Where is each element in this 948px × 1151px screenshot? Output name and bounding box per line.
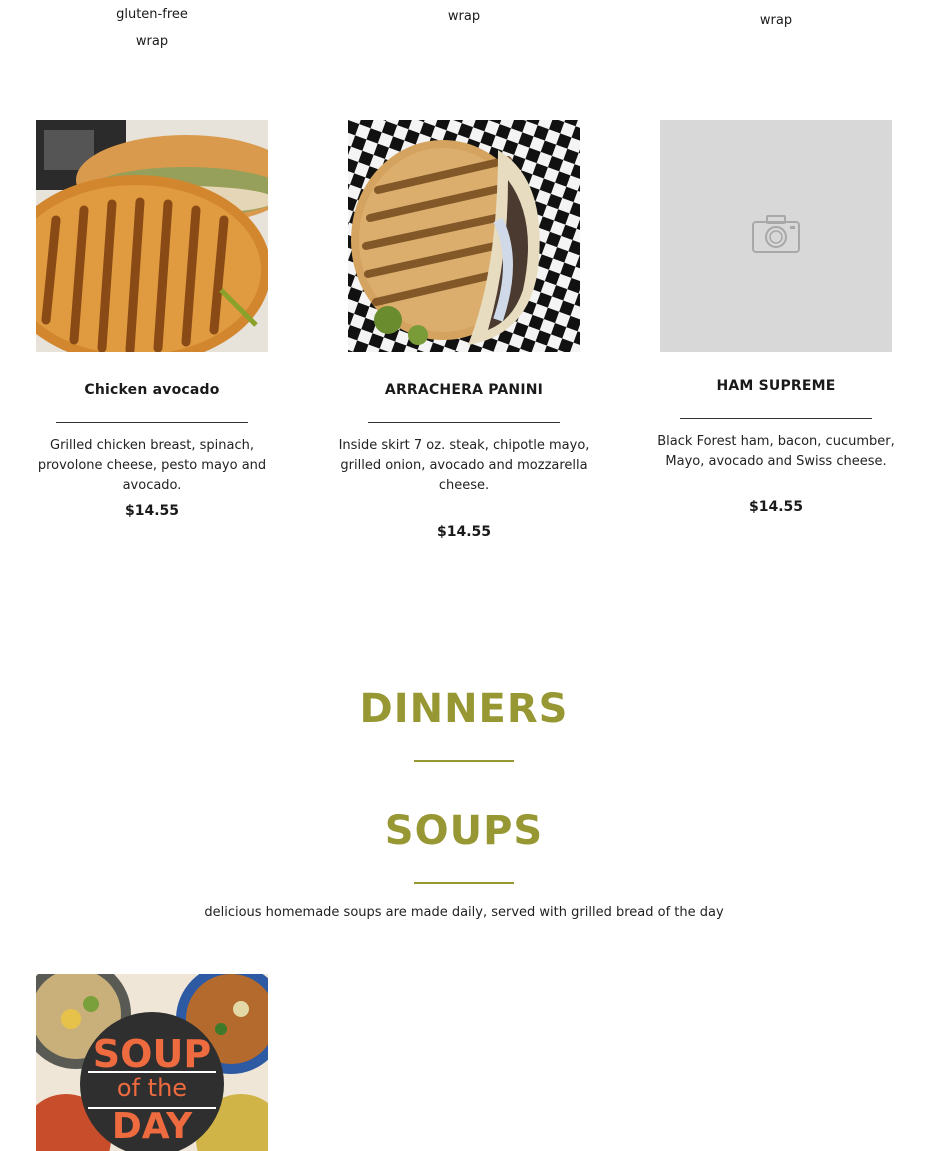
chicken-avocado-photo[interactable]	[36, 120, 268, 352]
item-title-chicken-avocado: Chicken avocado	[84, 382, 220, 398]
camera-icon	[751, 214, 801, 258]
item-divider	[368, 422, 560, 423]
soup-of-the-day-image[interactable]	[36, 974, 268, 1151]
section-divider-soups	[414, 882, 514, 884]
item-title-arrachera-panini: ARRACHERA PANINI	[384, 382, 544, 398]
soup-badge-line3: DAY	[111, 1106, 193, 1147]
prev-item-note-3: wrap	[447, 9, 481, 24]
arrachera-panini-photo[interactable]	[348, 120, 580, 352]
prev-item-note-4: wrap	[759, 13, 793, 28]
soups-subtitle: delicious homemade soups are made daily, served with grilled bread of the day	[204, 905, 724, 920]
section-divider-dinners	[414, 760, 514, 762]
item-divider	[680, 418, 872, 419]
ham-supreme-image-placeholder[interactable]	[660, 120, 892, 352]
item-description: Inside skirt 7 oz. steak, chipotle mayo, grilled onion, avocado and mozzarella cheese.	[338, 438, 590, 493]
item-price: $14.55	[748, 499, 804, 515]
item-price: $14.55	[124, 503, 180, 519]
soup-badge-line2: of the	[116, 1074, 188, 1102]
soup-badge-line1: SOUP	[92, 1032, 212, 1076]
item-description: Grilled chicken breast, spinach, provolone cheese, pesto mayo and avocado.	[37, 438, 267, 493]
prev-item-note-1: gluten-free	[116, 7, 188, 22]
section-title-soups: SOUPS	[384, 808, 544, 854]
item-divider	[56, 422, 248, 423]
section-title-dinners: DINNERS	[359, 686, 569, 732]
item-price: $14.55	[436, 524, 492, 540]
item-title-ham-supreme: HAM SUPREME	[716, 378, 836, 394]
item-description: Black Forest ham, bacon, cucumber, Mayo, avocado and Swiss cheese.	[657, 434, 895, 469]
prev-item-note-2: wrap	[135, 34, 169, 49]
